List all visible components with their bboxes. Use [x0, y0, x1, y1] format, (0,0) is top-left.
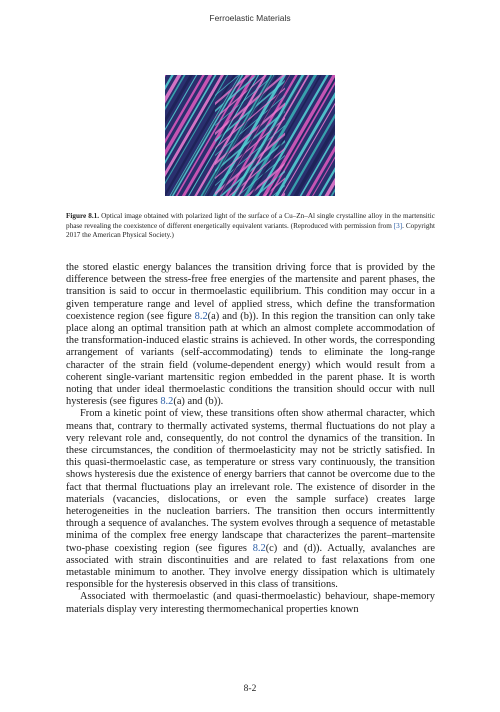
paragraph-2-part-a: From a kinetic point of view, these transitions often show athermal character, which means that, contrary to thermally activated systems, thermal fluctuations do not play a very relevant role and, consequently, do not control the dynamics of the transition. In these circumstances, the condition of thermoelasticity may not be strictly satisfied. In this quasi-thermoelastic case, as temperature or stress vary continuously, the transition shows hysteresis due the existence of energy barriers that cannot be overcome due to the fact that thermal fluctuations play an irrelevant role. The existence of disorder in the materials (vacancies, dislocations, or even the sample surface) creates large heterogeneities in the nucleation barriers. The transition then occurs intermittently through a sequence of avalanches. The system evolves through a sequence of metastable minima of the complex free energy landscape that characterizes the parent–martensite two-phase coexisting region (see figures — [66, 408, 435, 554]
caption-label: Figure 8.1. — [66, 212, 100, 220]
figure-ref-link[interactable]: 8.2 — [252, 542, 266, 554]
page-number: 8-2 — [243, 684, 257, 694]
paragraph-1-part-a: the stored elastic energy balances the transition driving force that is provided by the difference between the stress-free free energies of the martensite and parent phases, the transition is said to occur in thermoelastic equilibrium. This condition may occur in a given temperature range and level of applied stress, which define the transformation coexistence region (see figure — [66, 262, 435, 322]
paragraph-3: Associated with thermoelastic (and quasi-thermoelastic) behaviour, shape-memory materials display very interesting thermomechanical properties known — [66, 591, 435, 615]
paragraph-1 — [66, 262, 435, 408]
figure-ref-link[interactable]: 8.2 — [160, 396, 174, 408]
caption-reference-link[interactable]: [3] — [393, 221, 403, 230]
paragraph-2-part-b: (c) and (d)). Actually, avalanches are associated with strain discontinuities and are related to fast relaxations from one metastable minimum to another. They involve energy dissipation which is ultimately responsible for the hysteresis observed in this class of transitions. — [66, 542, 435, 591]
caption-text-b: . Copyright 2017 the American Physical Society.) — [66, 221, 435, 240]
figure-ref-link[interactable]: 8.2 — [194, 310, 208, 322]
running-head: Ferroelastic Materials — [209, 13, 291, 23]
paragraph-1-part-b: (a) and (b)). In this region the transition can only take place along an optimal transition path at which an almost complete accommodation of the transformation-induced elastic strains is achieved. In other words, the corresponding arrangement of variants (self-accommodating) tends to eliminate the long-range character of the strain field (volume-dependent energy) which would result from a coherent single-variant martensitic region embedded in the parent phase. It is worth noting that under ideal thermoelastic conditions the transition should occur with null hysteresis (see figures — [66, 310, 435, 408]
martensite-variants-micrograph — [165, 75, 335, 196]
figure-image — [165, 75, 335, 196]
body-text — [66, 262, 435, 616]
paragraph-1-part-c: (a) and (b)). — [173, 396, 224, 408]
caption-text-a: Optical image obtained with polarized light of the surface of a Cu–Zn–Al single crystalline alloy in the martensitic phase revealing the coexistence of different energetically equivalent variants. (Reproduced with permission from — [66, 212, 435, 230]
paragraph-2 — [66, 408, 435, 591]
figure-caption — [66, 212, 435, 241]
